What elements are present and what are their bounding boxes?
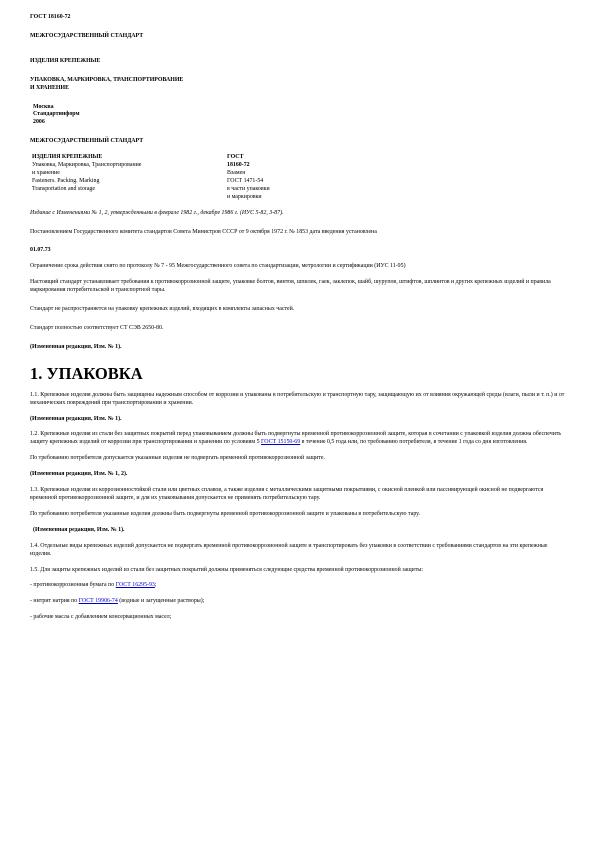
conformity-paragraph: Стандарт полностью соответствует СТ СЭВ 2650-80.	[30, 324, 164, 331]
table-right-2: Взамен	[227, 169, 246, 176]
imprint-city: Москва	[33, 103, 54, 110]
clause-1-1: 1.1. Крепежные изделия должны быть защищены надежным способом от коррозии и упакованы в потребительскую и транспортную тару, защищающую их от влияния окружающей среды (влаги, пыли и т. п.) и от механических повреждений при транспортировании и хранении.	[30, 391, 565, 406]
imprint-publisher: Стандартинформ	[33, 111, 80, 118]
standard-type-2: МЕЖГОСУДАРСТВЕННЫЙ СТАНДАРТ	[30, 138, 144, 145]
gost-19906-link[interactable]: ГОСТ 19906-74	[78, 598, 118, 605]
decree-text: Постановлением Государственного комитета стандартов Совета Министров СССР от 9 октября 1972 г. № 1853 дата введения установлена	[30, 228, 377, 235]
revision-note: (Измененная редакция, Изм. № 1).	[30, 343, 122, 350]
gost-code: ГОСТ 18160-72	[30, 14, 71, 20]
table-left-1: Упаковка, Маркировка, Транспортирование	[32, 162, 142, 169]
table-left-3: Fasteners. Packing. Marking	[32, 177, 100, 184]
table-left-2: и хранение	[32, 169, 60, 176]
table-left-4: Transportation and storage	[32, 185, 95, 192]
standard-type: МЕЖГОСУДАРСТВЕННЫЙ СТАНДАРТ	[30, 32, 144, 39]
revision-1-1: (Измененная редакция, Изм. № 1).	[30, 415, 122, 422]
clause-1-2-b: По требованию потребителя допускается указанные изделия не подвергать временной противокоррозионной защите.	[30, 455, 325, 462]
list-item	[30, 582, 570, 590]
title-line-2: И ХРАНЕНИЕ	[30, 84, 70, 91]
clause-1-3: 1.3. Крепежные изделия из коррозионностойкой стали или цветных сплавов, а также изделия с металлическими защитными покрытиями, с окисной пленкой или пассивирующей окисной не подвергаются временной противокоррозионной защите, и для их упаковывания допускается не применять потребительскую тару.	[30, 487, 544, 501]
document	[30, 14, 570, 622]
introduction-date: 01.07.73	[30, 247, 51, 254]
edition-note: Издание с Изменениями № 1, 2, утвержденными в феврале 1982 г., декабре 1986 г. (ИУС 5-82, 3-87).	[30, 209, 284, 216]
imprint-year: 2006	[33, 119, 45, 126]
product-name: ИЗДЕЛИЯ КРЕПЕЖНЫЕ	[30, 57, 101, 64]
clause-1-5: 1.5. Для защиты крепежных изделий из стали без защитных покрытий должны применяться следующие средства временной противокоррозионной защиты:	[30, 566, 423, 573]
clause-1-4: 1.4. Отдельные виды крепежных изделий допускается не подвергать временной противокоррозионной защите и транспортировать без упаковки в соответствии с требованиями стандартов на эти крепежные изделия.	[30, 542, 548, 557]
table-left-0: ИЗДЕЛИЯ КРЕПЕЖНЫЕ	[32, 154, 103, 161]
table-right-5: и маркировки	[227, 193, 262, 200]
clause-1-3-b: По требованию потребителя указанные изделия должны быть подвергнуты временной противокоррозионной защите и упакованы в потребительскую тару.	[30, 510, 421, 517]
list-item-1-text: - противокоррозионная бумага по	[30, 582, 116, 589]
revision-1-2: (Измененная редакция, Изм. № 1, 2).	[30, 471, 128, 478]
title-table	[32, 154, 270, 201]
gost-15150-link[interactable]: ГОСТ 15150-69	[261, 439, 301, 446]
imprint	[30, 104, 570, 128]
document-title	[30, 77, 570, 93]
clause-1-2	[30, 431, 570, 447]
scope-paragraph: Настоящий стандарт устанавливает требования к противокоррозионной защите, упаковке болтов, винтов, шпилек, гаек, заклепок, шайб, шурупов, штифтов, шплинтов и других крепежных изделий и правила маркирования потребительской и транспортной тары.	[30, 279, 551, 294]
clause-1-2-text-a: 1.2. Крепежные изделия из стали без защитных покрытий перед упаковыванием должны быть подвергнуты временной противокоррозионной защите, которая в сочетании с упаковкой изделия должна обеспечить защиту крепежных изделий от коррозии при транспортировании и хранении по условиям 5	[30, 431, 562, 446]
list-item: - рабочие масла с добавлением консервационных масел;	[30, 614, 172, 621]
title-line-1: УПАКОВКА, МАРКИРОВКА, ТРАНСПОРТИРОВАНИЕ	[30, 76, 184, 83]
list-item	[30, 598, 570, 606]
clause-1-2-text-b: в течение 0,5 года или, по требованию потребителя, в течение 1 года со дня изготовления.	[300, 439, 528, 446]
revision-1-3: (Измененная редакция, Изм. № 1).	[33, 526, 125, 533]
table-right-4: в части упаковки	[227, 185, 270, 192]
list-item-2-text: - нитрит натрия по	[30, 598, 79, 605]
section-1-heading: 1. УПАКОВКА	[30, 363, 143, 383]
list-item-2-end: (водные и загущенные растворы);	[117, 598, 205, 605]
list-item-1-end: ;	[154, 582, 157, 589]
validity-note: Ограничение срока действия снято по протоколу № 7 - 95 Межгосударственного совета по стандартизации, метрологии и сертификации (ИУС 11-95)	[30, 263, 406, 270]
gost-16295-link[interactable]: ГОСТ 16295-93	[115, 582, 155, 589]
not-applicable-paragraph: Стандарт не распространяется на упаковку крепежных изделий, входящих в комплекты запасных частей.	[30, 306, 295, 313]
table-right-3: ГОСТ 1471-54	[227, 177, 264, 184]
table-right-0: ГОСТ	[227, 154, 244, 161]
table-right-1: 18160-72	[227, 162, 250, 169]
